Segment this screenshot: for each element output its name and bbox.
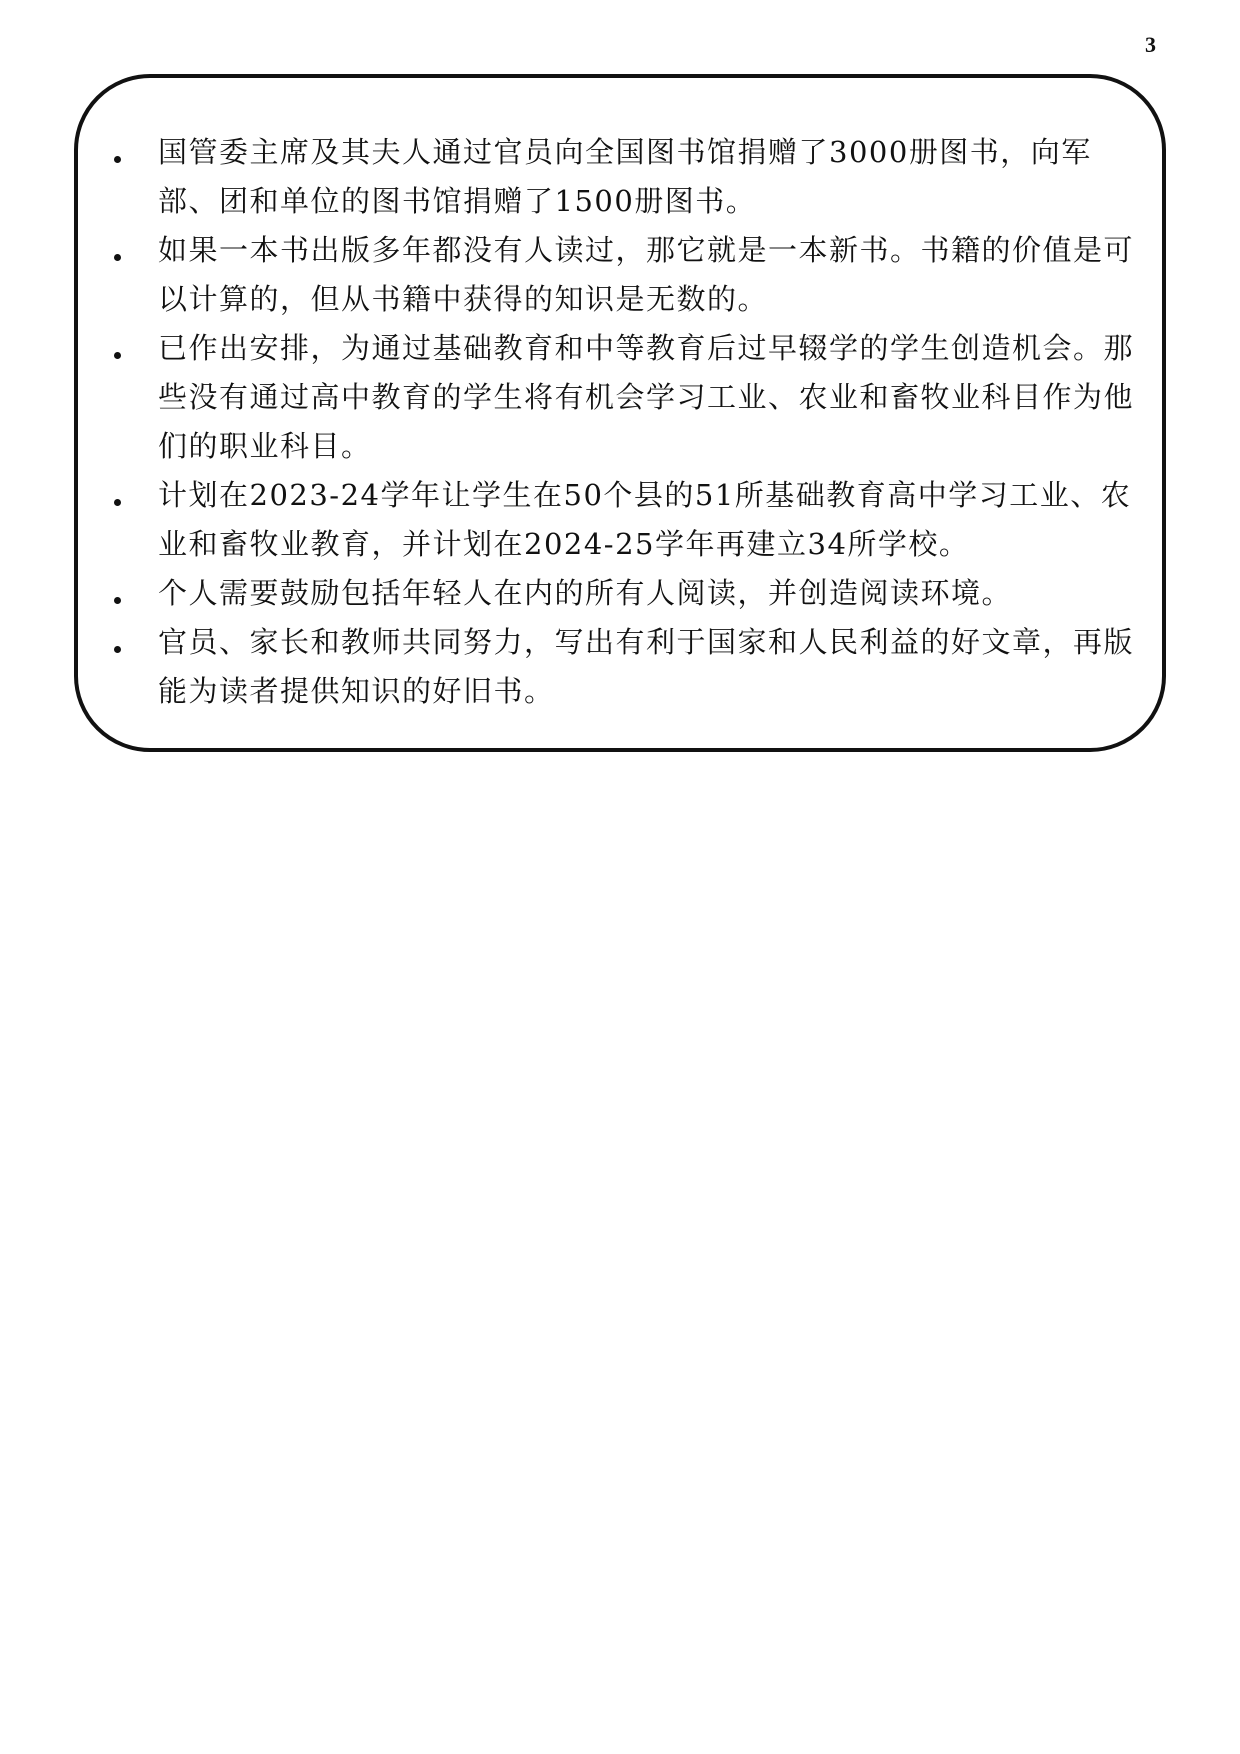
bullet-text: 如果一本书出版多年都没有人读过，那它就是一本新书。书籍的价值是可以计算的，但从书籍中获得的知识是无数的。: [158, 233, 1135, 316]
bullet-item: [114, 226, 1134, 324]
bullet-item: [114, 618, 1134, 716]
page-number: 3: [1145, 32, 1156, 57]
bullet-text: 官员、家长和教师共同努力，写出有利于国家和人民利益的好文章，再版能为读者提供知识的好旧书。: [158, 625, 1135, 708]
bullet-item: [114, 569, 1134, 618]
bullet-icon: [114, 597, 121, 604]
bullet-icon: [114, 499, 121, 506]
bullet-icon: [114, 156, 121, 163]
bullet-item: [114, 324, 1134, 471]
bullet-text: 计划在2023-24学年让学生在50个县的51所基础教育高中学习工业、农业和畜牧业教育，并计划在2024-25学年再建立34所学校。: [158, 478, 1132, 561]
bullet-item: [114, 471, 1134, 569]
bullet-text: 国管委主席及其夫人通过官员向全国图书馆捐赠了3000册图书，向军部、团和单位的图书馆捐赠了1500册图书。: [158, 135, 1092, 218]
bullet-list: [114, 128, 1134, 716]
bullet-icon: [114, 646, 121, 653]
bullet-item: [114, 128, 1134, 226]
bullet-icon: [114, 254, 121, 261]
bullet-icon: [114, 352, 121, 359]
bullet-text: 个人需要鼓励包括年轻人在内的所有人阅读，并创造阅读环境。: [158, 576, 1013, 610]
content-box: [74, 74, 1166, 752]
bullet-text: 已作出安排，为通过基础教育和中等教育后过早辍学的学生创造机会。那些没有通过高中教育的学生将有机会学习工业、农业和畜牧业科目作为他们的职业科目。: [158, 331, 1135, 463]
